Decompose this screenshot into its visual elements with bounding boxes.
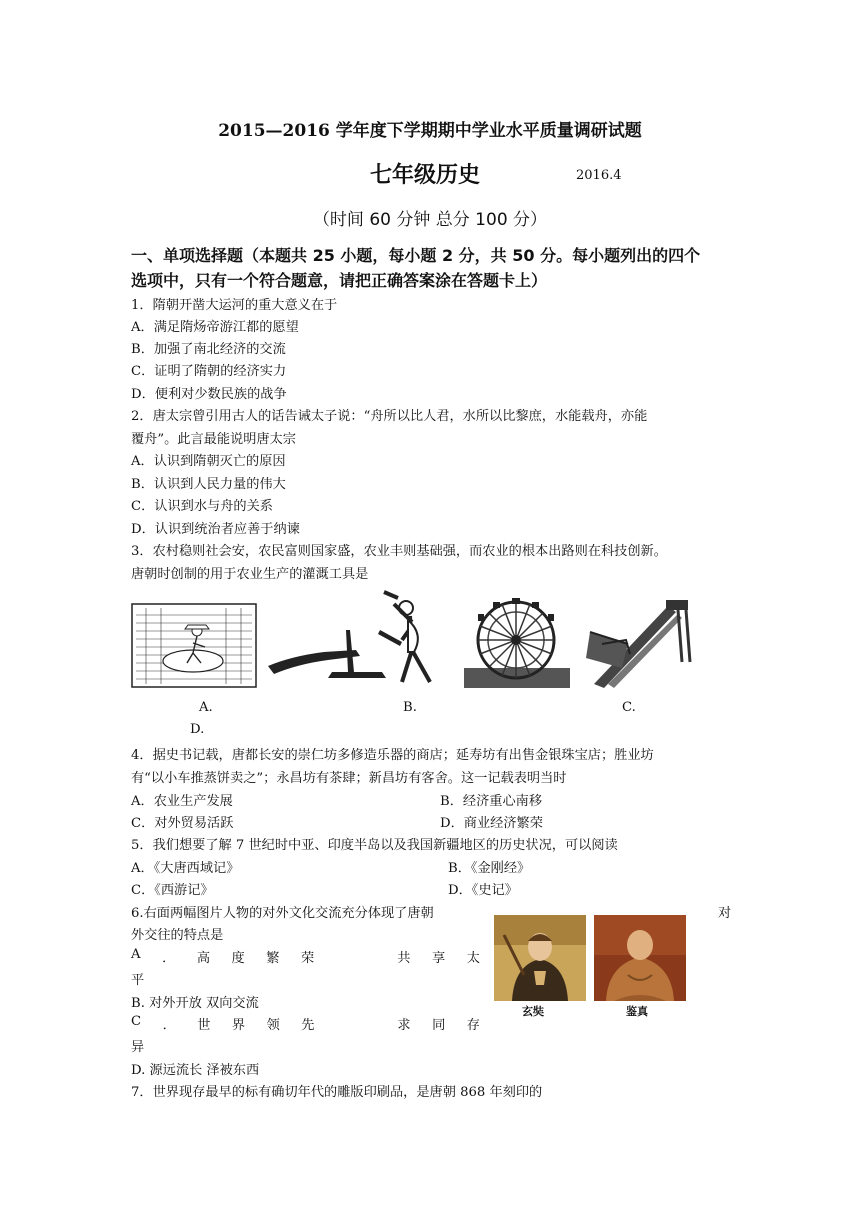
q4-option-a: A．农业生产发展 <box>131 794 233 809</box>
q5-option-a: A．《大唐西域记》 <box>131 861 240 876</box>
jianzhen-caption: 鉴真 <box>626 1005 648 1018</box>
q4-stem-line2: 有“以小车推蒸饼卖之”；永昌坊有茶肆；新昌坊有客舍。这一记载表明当时 <box>131 771 567 786</box>
q1-stem: 1．隋朝开凿大运河的重大意义在于 <box>131 298 338 313</box>
q3-option-d: D. <box>190 722 205 737</box>
q6-option-a: A ． 高 度 繁 荣 共 享 太 <box>131 947 480 966</box>
q6-stem-line1: 6.右面两幅图片人物的对外文化交流充分体现了唐朝 <box>131 906 434 921</box>
q6-option-c-wrap: 异 <box>131 1040 145 1055</box>
q4-option-d: D．商业经济繁荣 <box>440 816 543 831</box>
q2-stem-line2: 覆舟”。此言最能说明唐太宗 <box>131 432 296 447</box>
figure-waterwheel-tongche <box>462 596 572 691</box>
q6-option-a-wrap: 平 <box>131 973 145 988</box>
jianzhen-statue <box>594 915 686 1001</box>
q6-stem-line1-end: 对 <box>718 906 732 921</box>
q3-option-c: C. <box>622 700 636 715</box>
q5-option-d: D．《史记》 <box>448 883 518 898</box>
section-heading-line1: 一、单项选择题（本题共 25 小题，每小题 2 分，共 50 分。每小题列出的四个 <box>131 246 701 265</box>
q4-option-c: C．对外贸易活跃 <box>131 816 234 831</box>
q5-option-b: B．《金刚经》 <box>448 861 531 876</box>
q6-option-b: B. 对外开放 双向交流 <box>131 996 259 1011</box>
q6-option-d: D. 源远流长 泽被东西 <box>131 1063 260 1078</box>
q2-stem-line1: 2．唐太宗曾引用古人的话告诫太子说：“舟所以比人君，水所以比黎庶，水能载舟，亦能 <box>131 409 648 424</box>
xuanzang-portrait <box>494 915 586 1001</box>
q2-option-d: D．认识到统治者应善于纳谏 <box>131 522 300 537</box>
q3-option-b: B. <box>403 700 417 715</box>
figure-tread-waterwheel <box>131 603 257 688</box>
q7-stem: 7．世界现存最早的标有确切年代的雕版印刷品，是唐朝 868 年刻印的 <box>131 1085 543 1100</box>
q1-option-b: B．加强了南北经济的交流 <box>131 342 286 357</box>
xuanzang-caption: 玄奘 <box>522 1005 544 1018</box>
q3-stem-line2: 唐朝时创制的用于农业生产的灌溉工具是 <box>131 567 369 582</box>
exam-date: 2016.4 <box>576 168 622 183</box>
q3-stem-line1: 3．农村稳则社会安，农民富则国家盛，农业丰则基础强，而农业的根本出路则在科技创新。 <box>131 544 667 559</box>
exam-title: 2015—2016 学年度下学期期中学业水平质量调研试题 <box>218 121 642 141</box>
figure-plough <box>262 590 448 690</box>
q1-option-d: D．便利对少数民族的战争 <box>131 387 287 402</box>
subject-title: 七年级历史 <box>370 163 481 188</box>
q5-stem: 5．我们想要了解 7 世纪时中亚、印度半岛以及我国新疆地区的历史状况，可以阅读 <box>131 838 618 853</box>
q2-option-b: B．认识到人民力量的伟大 <box>131 477 286 492</box>
q2-option-a: A．认识到隋朝灭亡的原因 <box>131 454 286 469</box>
section-heading-line2: 选项中，只有一个符合题意，请把正确答案涂在答题卡上） <box>131 271 548 290</box>
q2-option-c: C．认识到水与舟的关系 <box>131 499 273 514</box>
q6-stem-line2: 外交往的特点是 <box>131 928 224 943</box>
q6-option-c: C ． 世 界 领 先 求 同 存 <box>131 1014 480 1033</box>
q1-option-c: C．证明了隋朝的经济实力 <box>131 364 287 379</box>
time-info: （时间 60 分钟 总分 100 分） <box>312 210 548 230</box>
q1-option-a: A．满足隋炀帝游江都的愿望 <box>131 320 299 335</box>
q5-option-c: C．《西游记》 <box>131 883 214 898</box>
q4-option-b: B．经济重心南移 <box>440 794 543 809</box>
q4-stem-line1: 4．据史书记载，唐都长安的崇仁坊多修造乐器的商店；延寿坊有出售金银珠宝店；胜业坊 <box>131 748 654 763</box>
figure-chain-pump <box>582 592 692 690</box>
q3-option-a: A. <box>199 700 213 715</box>
